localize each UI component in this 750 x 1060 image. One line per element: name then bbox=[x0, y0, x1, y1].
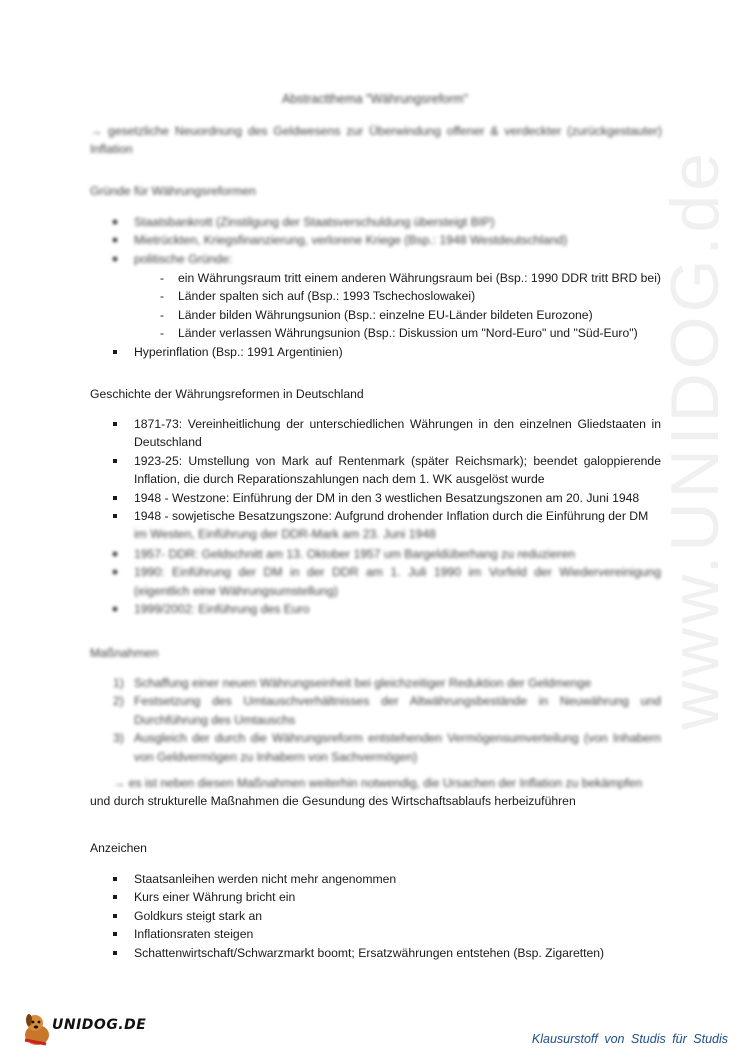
unidog-logo[interactable] bbox=[20, 1010, 170, 1050]
list-item: - ein Währungsraum tritt einem anderen Währungsraum bei (Bsp.: 1990 DDR tritt BRD bei) bbox=[160, 269, 670, 287]
list-item: 1923-25: Umstellung von Mark auf Rentenmark (später Reichsmark); beendet galoppierende Inflation, die durch Reparationszahlungen nach dem 1. WK ausgelöst wurde bbox=[113, 452, 661, 489]
list-item bbox=[113, 692, 661, 729]
list-item: Staatsanleihen werden nicht mehr angenommen bbox=[113, 870, 661, 888]
watermark: www.UNIDOG.de bbox=[657, 149, 733, 730]
dog-icon bbox=[20, 1010, 54, 1048]
list-number: 2) bbox=[113, 694, 124, 709]
list-number: 1) bbox=[113, 676, 124, 690]
list-item-text: Festsetzung des Umtauschverhältnisses der Altwährungsbestände in Neuwährung und Durchführung des Umtauschs bbox=[134, 694, 661, 727]
reasons-list bbox=[113, 213, 661, 268]
list-item: Hyperinflation (Bsp.: 1991 Argentinien) bbox=[113, 343, 661, 361]
list-item: 1948 - Westzone: Einführung der DM in den 3 westlichen Besatzungszonen am 20. Juni 1948 bbox=[113, 489, 661, 507]
list-item: Goldkurs steigt stark an bbox=[113, 907, 661, 925]
logo-text: UNIDOG.DE bbox=[52, 1017, 147, 1033]
list-item bbox=[113, 729, 661, 766]
measures-heading: Maßnahmen bbox=[90, 646, 159, 660]
measures-conclusion bbox=[90, 774, 661, 811]
list-item bbox=[113, 674, 661, 692]
reasons-list-continued bbox=[113, 343, 661, 361]
conclusion-line: und durch strukturelle Maßnahmen die Gesundung des Wirtschaftsablaufs herbeizuführen bbox=[90, 794, 576, 809]
page-title: Abstractthema "Währungsreform" bbox=[281, 92, 469, 106]
list-item: 1871-73: Vereinheitlichung der unterschiedlichen Währungen in den einzelnen Gliedstaaten in Deutschland bbox=[113, 415, 661, 452]
list-item: Inflationsraten steigen bbox=[113, 925, 661, 943]
list-item: - Länder verlassen Währungsunion (Bsp.: Diskussion um "Nord-Euro" und "Süd-Euro") bbox=[160, 324, 670, 342]
list-item: 1999/2002: Einführung des Euro bbox=[113, 600, 661, 618]
history-list bbox=[113, 415, 661, 544]
list-item-line: 1948 - sowjetische Besatzungszone: Aufgrund drohender Inflation durch die Einführung der DM bbox=[134, 509, 649, 524]
list-item-text: Ausgleich der durch die Währungsreform entstehenden Vermögensumverteilung (von Inhabern von Geldvermögen zu Inhabern von Sachvermögen) bbox=[134, 731, 661, 764]
list-item: Mietrückten, Kriegsfinanzierung, verlorene Kriege (Bsp.: 1948 Westdeutschland) bbox=[113, 231, 661, 249]
list-item: politische Gründe: bbox=[113, 250, 661, 268]
reasons-heading: Gründe für Währungsreformen bbox=[90, 184, 256, 198]
list-item: - Länder spalten sich auf (Bsp.: 1993 Tschechoslowakei) bbox=[160, 287, 670, 305]
political-reasons-list bbox=[160, 269, 670, 343]
signs-list bbox=[113, 870, 661, 962]
list-item-text: Schaffung einer neuen Währungseinheit bei gleichzeitiger Reduktion der Geldmenge bbox=[134, 676, 592, 690]
list-item: - Länder bilden Währungsunion (Bsp.: einzelne EU-Länder bildeten Eurozone) bbox=[160, 306, 670, 324]
list-number: 3) bbox=[113, 731, 124, 746]
list-item: 1990: Einführung der DM in der DDR am 1. Juli 1990 im Vorfeld der Wiedervereinigung (eigentlich eine Währungsumstellung) bbox=[113, 563, 661, 600]
list-item: 1957- DDR: Geldschnitt am 13. Oktober 1957 um Bargeldüberhang zu reduzieren bbox=[113, 545, 661, 563]
list-item: Kurs einer Währung bricht ein bbox=[113, 888, 661, 906]
measures-list bbox=[113, 674, 661, 766]
list-item bbox=[113, 507, 661, 544]
history-heading: Geschichte der Währungsreformen in Deutschland bbox=[90, 387, 364, 401]
list-item: Staatsbankrott (Zinstilgung der Staatsverschuldung übersteigt BIP) bbox=[113, 213, 661, 231]
intro-paragraph: → gesetzliche Neuordnung des Geldwesens zur Überwindung offener & verdeckter (zurückgestauter) Inflation bbox=[90, 124, 662, 157]
footer-tagline: Klausurstoff von Studis für Studis bbox=[531, 1032, 728, 1046]
history-list-blurred bbox=[113, 545, 661, 619]
signs-heading: Anzeichen bbox=[90, 841, 147, 855]
list-item: Schattenwirtschaft/Schwarzmarkt boomt; Ersatzwährungen entstehen (Bsp. Zigaretten) bbox=[113, 944, 661, 962]
conclusion-line: → es ist neben diesen Maßnahmen weiterhin notwendig, die Ursachen der Inflation zu bekämpfen bbox=[113, 776, 643, 790]
list-item-line: im Westen, Einführung der DDR-Mark am 23. Juni 1948 bbox=[134, 527, 436, 542]
